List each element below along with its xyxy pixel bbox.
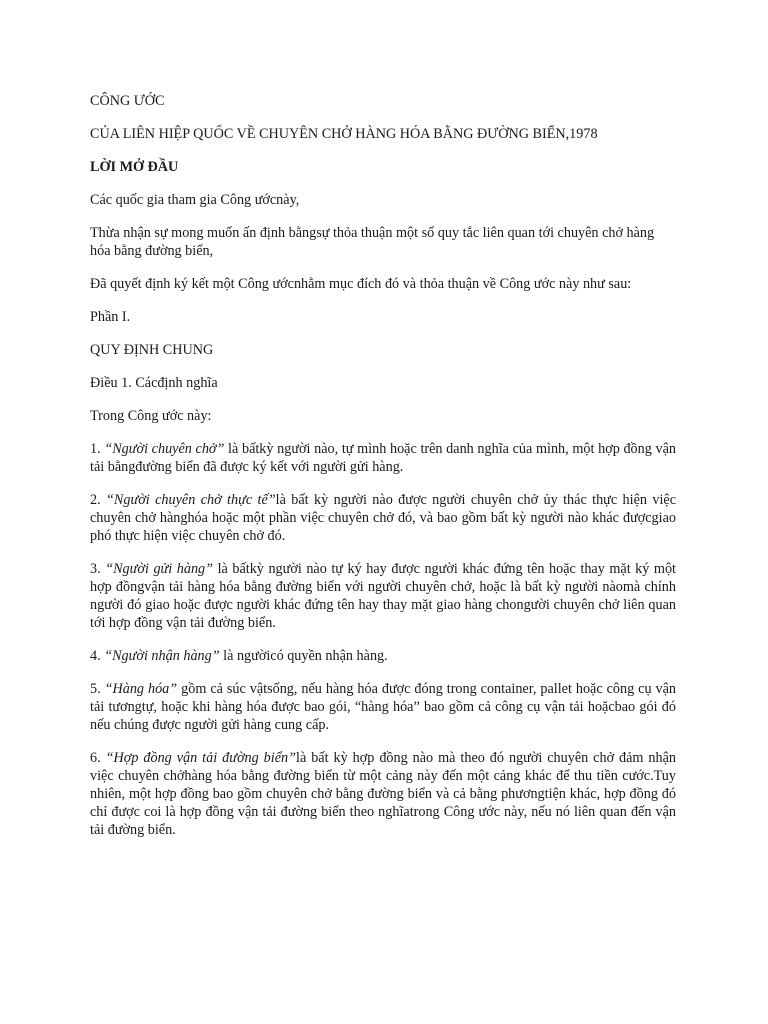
definition-paragraph [90,680,676,734]
definition-term: “Người chuyên chở” [104,441,225,457]
definition-number: 5. [90,681,105,697]
definition-term: “Hàng hóa” [104,681,178,697]
definition-text: là bất kỳ hợp đồng nào mà theo đó người chuyên chở đảm nhận việc chuyên chởhàng hóa bằng đường biển từ một cảng này đến một cảng khác để thu tiền cước.Tuy nhiên, một hợp đồng bao gồm chuyên chở bằng đường biển và cả bằng phươngtiện khác, hợp đồng đó chỉ được coi là hợp đồng vận tải đường biển theo nghĩatrong Công ước này, nếu nó liên quan đến vận tải đường biển. [90,750,677,838]
definition-number: 3. [90,561,106,577]
definition-term: “Người nhận hàng” [104,648,220,664]
part-label: Phần I. [90,309,131,325]
definition-number: 1. [90,441,105,457]
preamble-paragraph-1: Các quốc gia tham gia Công ướcnày, [90,192,300,208]
definition-number: 6. [90,750,106,766]
preamble-paragraph-2: Thừa nhận sự mong muốn ấn định bằngsự thỏa thuận một số quy tắc liên quan tới chuyên chở hàng hóa bằng đường biển, [90,225,655,259]
definition-paragraph [90,647,676,665]
definition-paragraph [90,440,676,476]
definition-number: 4. [90,648,105,664]
convention-subheading: CỦA LIÊN HIỆP QUỐC VỀ CHUYÊN CHỞ HÀNG HÓA BẰNG ĐƯỜNG BIỂN,1978 [90,126,598,142]
definition-text: là bất kỳ người nào được người chuyên chở ủy thác thực hiện việc chuyên chở hànghóa hoặc một phần việc chuyên chở đó, và bao gồm bất kỳ người nào khác đượcgiao phó thực hiện việc chuyên chở đó. [90,492,676,544]
part-title: QUY ĐỊNH CHUNG [90,342,214,358]
definition-text: là ngườicó quyền nhận hàng. [219,648,388,664]
definition-text: là bấtkỳ người nào tự ký hay được người khác đứng tên hoặc thay mặt ký một hợp đồngvận tải hàng hóa bằng đường biển với người chuyên chở, hoặc là bất kỳ người nàomà chính người đó giao hoặc được người khác đứng tên hay thay mặt giao hàng chongười chuyên chở liên quan tới hợp đồng vận tải đường biển. [90,561,676,631]
definition-paragraph [90,560,676,632]
definition-term: “Người gửi hàng” [105,561,214,577]
definition-text: là bấtkỳ người nào, tự mình hoặc trên danh nghĩa của mình, một hợp đồng vận tải bằngđường biển đã được ký kết với người gửi hàng. [90,441,676,475]
definition-text: gồm cả súc vậtsống, nếu hàng hóa được đóng trong container, pallet hoặc công cụ vận tải tươngtự, hoặc khi hàng hóa được bao gói, “hàng hóa” bao gồm cả công cụ vận tải hoặcbao gói đó nếu chúng được người gửi hàng cung cấp. [90,681,677,733]
article-title: Điều 1. Cácđịnh nghĩa [90,375,218,391]
definition-paragraph [90,491,676,545]
definition-paragraph [90,749,676,839]
definition-number: 2. [90,492,107,508]
article-intro: Trong Công ước này: [90,408,212,424]
definition-term: “Người chuyên chở thực tế” [106,492,276,508]
convention-heading: CÔNG ƯỚC [90,93,165,109]
preamble-paragraph-3: Đã quyết định ký kết một Công ướcnhằm mục đích đó và thỏa thuận về Công ước này như sau: [90,276,632,292]
document-page [90,92,676,854]
definition-term: “Hợp đồng vận tải đường biển” [105,750,296,766]
preamble-title: LỜI MỞ ĐẦU [90,159,179,175]
